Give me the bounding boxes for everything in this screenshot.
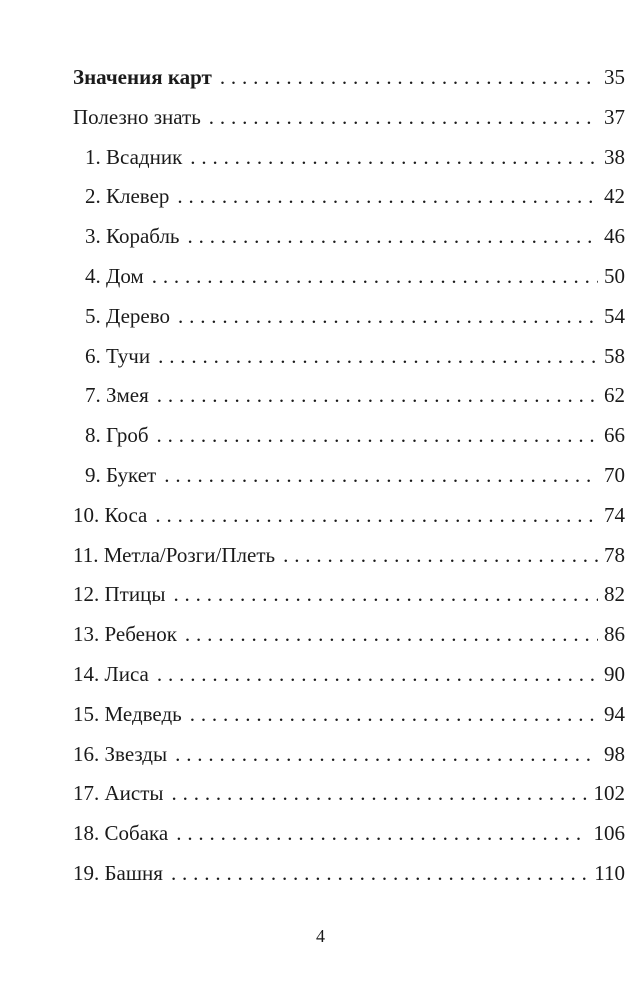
toc-entry-page: 37 [604, 104, 625, 129]
toc-entry-title: 12. Птицы [73, 582, 166, 607]
toc-entry [73, 615, 625, 655]
toc-entry-page: 86 [604, 622, 625, 647]
toc-entry [73, 138, 625, 178]
toc-entry [73, 257, 625, 297]
toc-entry-title: 1. Всадник [85, 144, 183, 169]
toc-entry-page: 102 [593, 781, 625, 806]
toc-entry [73, 735, 625, 775]
toc-entry-title: 14. Лиса [73, 661, 149, 686]
dot-leader [190, 138, 598, 178]
dot-leader [190, 695, 598, 735]
toc-entry-title: Полезно знать [73, 104, 201, 129]
toc-entry-title: 15. Медведь [73, 701, 182, 726]
toc-entry-page: 66 [604, 423, 625, 448]
toc-entry [73, 575, 625, 615]
toc-entry [73, 98, 625, 138]
toc-entry-title: 18. Собака [73, 821, 169, 846]
toc-entry [73, 337, 625, 377]
dot-leader [172, 774, 588, 814]
toc-entry-title: 9. Букет [85, 462, 157, 487]
toc-entry [73, 456, 625, 496]
toc-entry-page: 74 [604, 502, 625, 527]
dot-leader [177, 177, 598, 217]
dot-leader [176, 814, 587, 854]
toc-entry-title: 6. Тучи [85, 343, 151, 368]
dot-leader [152, 257, 598, 297]
toc-entry-page: 82 [604, 582, 625, 607]
toc-entry [73, 774, 625, 814]
toc-entry-title: 17. Аисты [73, 781, 164, 806]
dot-leader [178, 297, 598, 337]
toc-entry-page: 46 [604, 224, 625, 249]
toc-entry-page: 54 [604, 303, 625, 328]
dot-leader [283, 536, 598, 576]
toc-entry [73, 376, 625, 416]
toc-entry-title: 13. Ребенок [73, 622, 177, 647]
toc-entry [73, 416, 625, 456]
toc-entry [73, 695, 625, 735]
toc-entry-title: 16. Звезды [73, 741, 168, 766]
toc-entry-page: 70 [604, 462, 625, 487]
toc-entry-page: 94 [604, 701, 625, 726]
toc-entry [73, 854, 625, 894]
dot-leader [157, 376, 598, 416]
dot-leader [209, 98, 598, 138]
toc-entry [73, 536, 625, 576]
toc-entry [73, 217, 625, 257]
toc-entry-page: 38 [604, 144, 625, 169]
dot-leader [175, 735, 598, 775]
toc-entry-page: 35 [604, 65, 625, 89]
toc-entry-page: 90 [604, 661, 625, 686]
dot-leader [157, 416, 598, 456]
dot-leader [173, 575, 598, 615]
toc-entry-title: 2. Клевер [85, 184, 170, 209]
dot-leader [164, 456, 598, 496]
toc-entry-title: 3. Корабль [85, 224, 180, 249]
toc-entry-title: 19. Башня [73, 860, 163, 885]
toc-entry [73, 297, 625, 337]
dot-leader [188, 217, 599, 257]
dot-leader [157, 655, 598, 695]
toc-entry-title: Значения карт [73, 65, 212, 89]
page-number: 4 [316, 926, 325, 946]
toc-entry-page: 50 [604, 263, 625, 288]
toc-entry [73, 177, 625, 217]
dot-leader [158, 337, 598, 377]
toc-entry [73, 655, 625, 695]
toc-entry-title: 5. Дерево [85, 303, 170, 328]
toc-entry [73, 814, 625, 854]
toc-entry-page: 106 [593, 821, 625, 846]
dot-leader [220, 58, 598, 98]
toc-entry-page: 98 [604, 741, 625, 766]
toc-entry-page: 58 [604, 343, 625, 368]
dot-leader [155, 496, 598, 536]
table-of-contents [73, 58, 625, 894]
toc-entry-page: 78 [604, 542, 625, 567]
toc-entry [73, 58, 625, 98]
toc-entry-title: 11. Метла/Розги/Плеть [73, 542, 276, 567]
toc-entry [73, 496, 625, 536]
toc-entry-title: 10. Коса [73, 502, 148, 527]
dot-leader [171, 854, 588, 894]
toc-entry-page: 62 [604, 383, 625, 408]
dot-leader [185, 615, 598, 655]
toc-entry-title: 7. Змея [85, 383, 149, 408]
toc-entry-title: 4. Дом [85, 263, 144, 288]
toc-entry-title: 8. Гроб [85, 423, 149, 448]
toc-entry-page: 110 [594, 860, 625, 885]
toc-entry-page: 42 [604, 184, 625, 209]
